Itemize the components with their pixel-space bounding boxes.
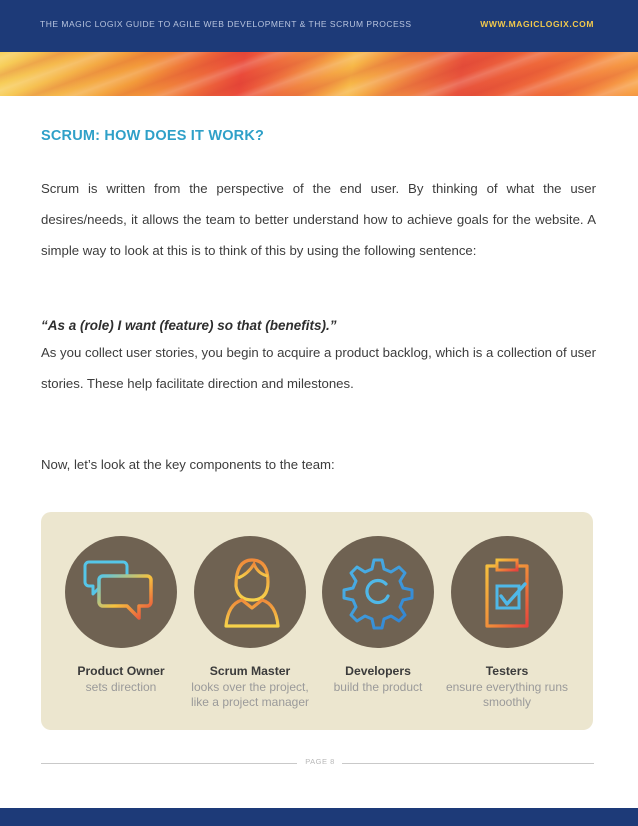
- footer-divider-right: [342, 763, 594, 764]
- person-icon: [210, 552, 290, 632]
- team-member-scrum-master: [185, 536, 315, 710]
- paragraph-components: Now, let’s look at the key components to the team:: [41, 457, 335, 472]
- member-description: sets direction: [85, 680, 157, 694]
- header-bar: [0, 0, 638, 52]
- team-components-box: [41, 512, 593, 730]
- member-title: Developers: [345, 664, 411, 678]
- footer-bar: [0, 808, 638, 826]
- member-title: Testers: [485, 664, 529, 678]
- decorative-banner: [0, 52, 638, 96]
- member-description: ensure everything runs smoothly: [445, 680, 569, 709]
- gear-icon: [338, 552, 418, 632]
- footer-divider-left: [41, 763, 297, 764]
- page-number: PAGE 8: [305, 757, 335, 766]
- team-member-product-owner: [56, 536, 186, 695]
- member-icon-circle: [65, 536, 177, 648]
- speech-bubbles-icon: [81, 552, 161, 632]
- clipboard-check-icon: [467, 552, 547, 632]
- section-title: SCRUM: HOW DOES IT WORK?: [41, 128, 265, 144]
- team-member-testers: [442, 536, 572, 710]
- team-member-developers: [313, 536, 443, 695]
- member-icon-circle: [451, 536, 563, 648]
- member-icon-circle: [322, 536, 434, 648]
- member-title: Scrum Master: [209, 664, 291, 678]
- member-description: build the product: [333, 680, 423, 694]
- member-description: looks over the project, like a project manager: [190, 680, 310, 709]
- paragraph-intro: Scrum is written from the perspective of the end user. By thinking of what the user desires/needs, it allows the team to better understand how to achieve goals for the website. A simple way to look at this is to think of this by using the following sentence:: [41, 181, 596, 258]
- guide-title: THE MAGIC LOGIX GUIDE TO AGILE WEB DEVELOPMENT & THE SCRUM PROCESS: [40, 19, 412, 29]
- member-title: Product Owner: [77, 664, 165, 678]
- website-link[interactable]: WWW.MAGICLOGIX.COM: [480, 19, 594, 29]
- banner-texture: [0, 52, 638, 96]
- user-story-quote: “As a (role) I want (feature) so that (benefits).”: [41, 318, 337, 333]
- paragraph-backlog: As you collect user stories, you begin to acquire a product backlog, which is a collection of user stories. These help facilitate direction and milestones.: [41, 345, 596, 391]
- member-icon-circle: [194, 536, 306, 648]
